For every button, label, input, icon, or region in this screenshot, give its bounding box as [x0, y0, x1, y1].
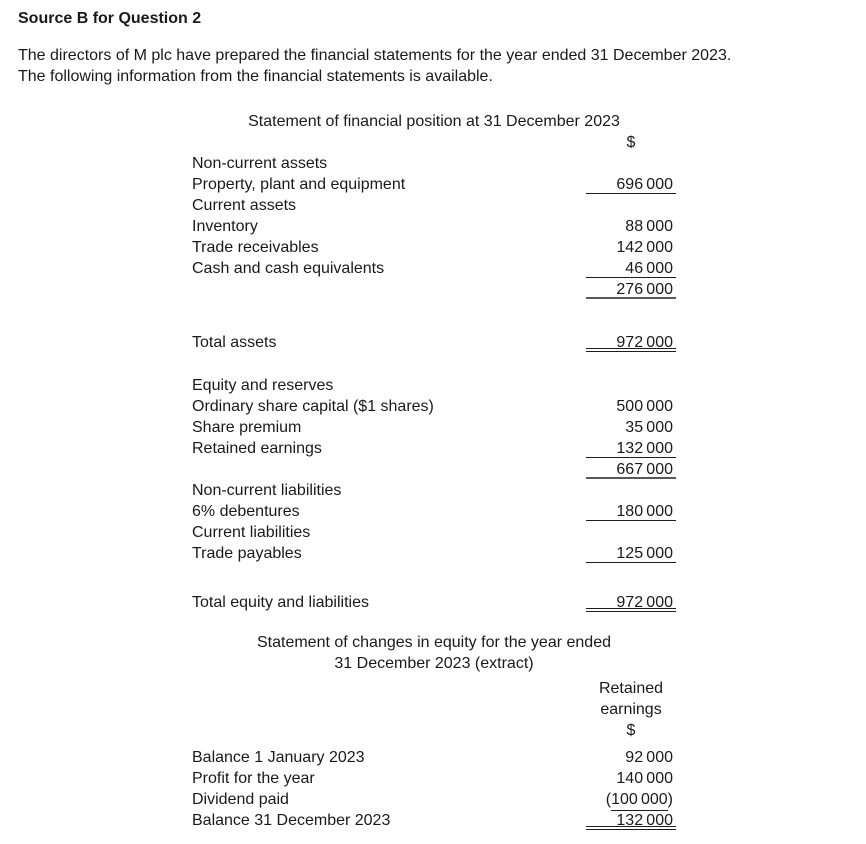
- statement-row: [192, 174, 676, 195]
- row-label: 6% debentures: [192, 503, 300, 520]
- row-amount: [586, 153, 676, 173]
- row-label: Profit for the year: [192, 770, 315, 787]
- statement-row: [192, 501, 676, 522]
- statement-row: [192, 768, 676, 789]
- statement-row: [192, 522, 676, 543]
- row-amount: 46 000: [586, 258, 676, 278]
- statement-row: [192, 810, 676, 831]
- row-label: Retained earnings: [192, 440, 322, 457]
- row-label: [192, 132, 586, 153]
- row-amount: 88 000: [625, 218, 673, 235]
- intro-line-1: The directors of M plc have prepared the financial statements for the year ended 31 December 2023.: [18, 47, 732, 64]
- row-label: Equity and reserves: [192, 377, 334, 394]
- currency-symbol: $: [626, 134, 636, 151]
- soce-rows: [192, 747, 676, 831]
- statement-row: [192, 216, 676, 237]
- row-amount: 92 000: [625, 749, 673, 766]
- statement-row: [192, 592, 676, 613]
- intro-line-2: The following information from the financial statements is available.: [18, 68, 493, 85]
- soce-heading-line-1: Statement of changes in equity for the year ended: [256, 634, 611, 651]
- negative-amount: 100 000: [611, 789, 668, 811]
- row-amount: 972 000: [586, 332, 676, 352]
- row-amount: 125 000: [586, 543, 676, 563]
- row-label: Balance 1 January 2023: [192, 749, 365, 766]
- intro-paragraph: [18, 45, 848, 87]
- row-label: [192, 459, 586, 480]
- statement-row: [192, 459, 676, 480]
- row-amount: 35 000: [625, 419, 673, 436]
- row-amount: 696 000: [586, 174, 676, 194]
- row-amount: [586, 195, 676, 215]
- row-label: Trade receivables: [192, 239, 319, 256]
- sofp-heading: Statement of financial position at 31 December 2023: [248, 113, 620, 130]
- row-amount: 667 000: [586, 459, 676, 479]
- row-amount: 142 000: [616, 239, 673, 256]
- currency-symbol: $: [626, 722, 636, 739]
- spacer: [192, 564, 676, 592]
- row-amount: [586, 522, 676, 542]
- row-label: Balance 31 December 2023: [192, 812, 391, 829]
- statement-row: [192, 417, 676, 438]
- row-label: Ordinary share capital ($1 shares): [192, 398, 434, 415]
- statement-of-financial-position: [192, 111, 676, 613]
- row-amount: 132 000: [586, 810, 676, 830]
- statement-row: [192, 789, 676, 810]
- statement-of-changes-in-equity: [192, 632, 676, 831]
- row-label: Property, plant and equipment: [192, 176, 406, 193]
- statement-row: [192, 396, 676, 417]
- row-label: Non-current assets: [192, 155, 328, 172]
- row-label: [192, 279, 586, 300]
- sofp-rows: [192, 153, 676, 613]
- row-label: Inventory: [192, 218, 258, 235]
- source-title: Source B for Question 2: [18, 10, 202, 27]
- row-amount: 180 000: [586, 501, 676, 521]
- row-amount: 140 000: [616, 770, 673, 787]
- row-amount: (100 000): [586, 789, 676, 809]
- statement-row: [192, 543, 676, 564]
- row-label: Cash and cash equivalents: [192, 260, 385, 277]
- column-header-line: earnings: [600, 701, 662, 718]
- soce-heading-line-2: 31 December 2023 (extract): [334, 655, 534, 672]
- column-header-line: Retained: [598, 680, 664, 697]
- row-amount: [586, 375, 676, 395]
- row-label: Current assets: [192, 197, 297, 214]
- statement-row: [192, 332, 676, 353]
- currency-header-row: [192, 132, 676, 153]
- row-label: Trade payables: [192, 545, 302, 562]
- statement-row: [192, 747, 676, 768]
- row-amount: [586, 480, 676, 500]
- retained-earnings-column-header: [586, 678, 676, 741]
- row-amount: 276 000: [586, 279, 676, 299]
- row-amount: 500 000: [616, 398, 673, 415]
- statement-row: [192, 279, 676, 300]
- spacer: [192, 353, 676, 375]
- statement-row: [192, 195, 676, 216]
- spacer: [192, 300, 676, 332]
- row-label: Share premium: [192, 419, 302, 436]
- statement-row: [192, 237, 676, 258]
- statement-row: [192, 480, 676, 501]
- row-label: Non-current liabilities: [192, 482, 342, 499]
- statement-row: [192, 375, 676, 396]
- row-label: Current liabilities: [192, 524, 311, 541]
- row-amount: 972 000: [586, 592, 676, 612]
- row-label: Total assets: [192, 334, 277, 351]
- row-label: Dividend paid: [192, 791, 289, 808]
- row-label: Total equity and liabilities: [192, 594, 369, 611]
- row-amount: 132 000: [586, 438, 676, 458]
- statement-row: [192, 438, 676, 459]
- statement-row: [192, 258, 676, 279]
- statement-row: [192, 153, 676, 174]
